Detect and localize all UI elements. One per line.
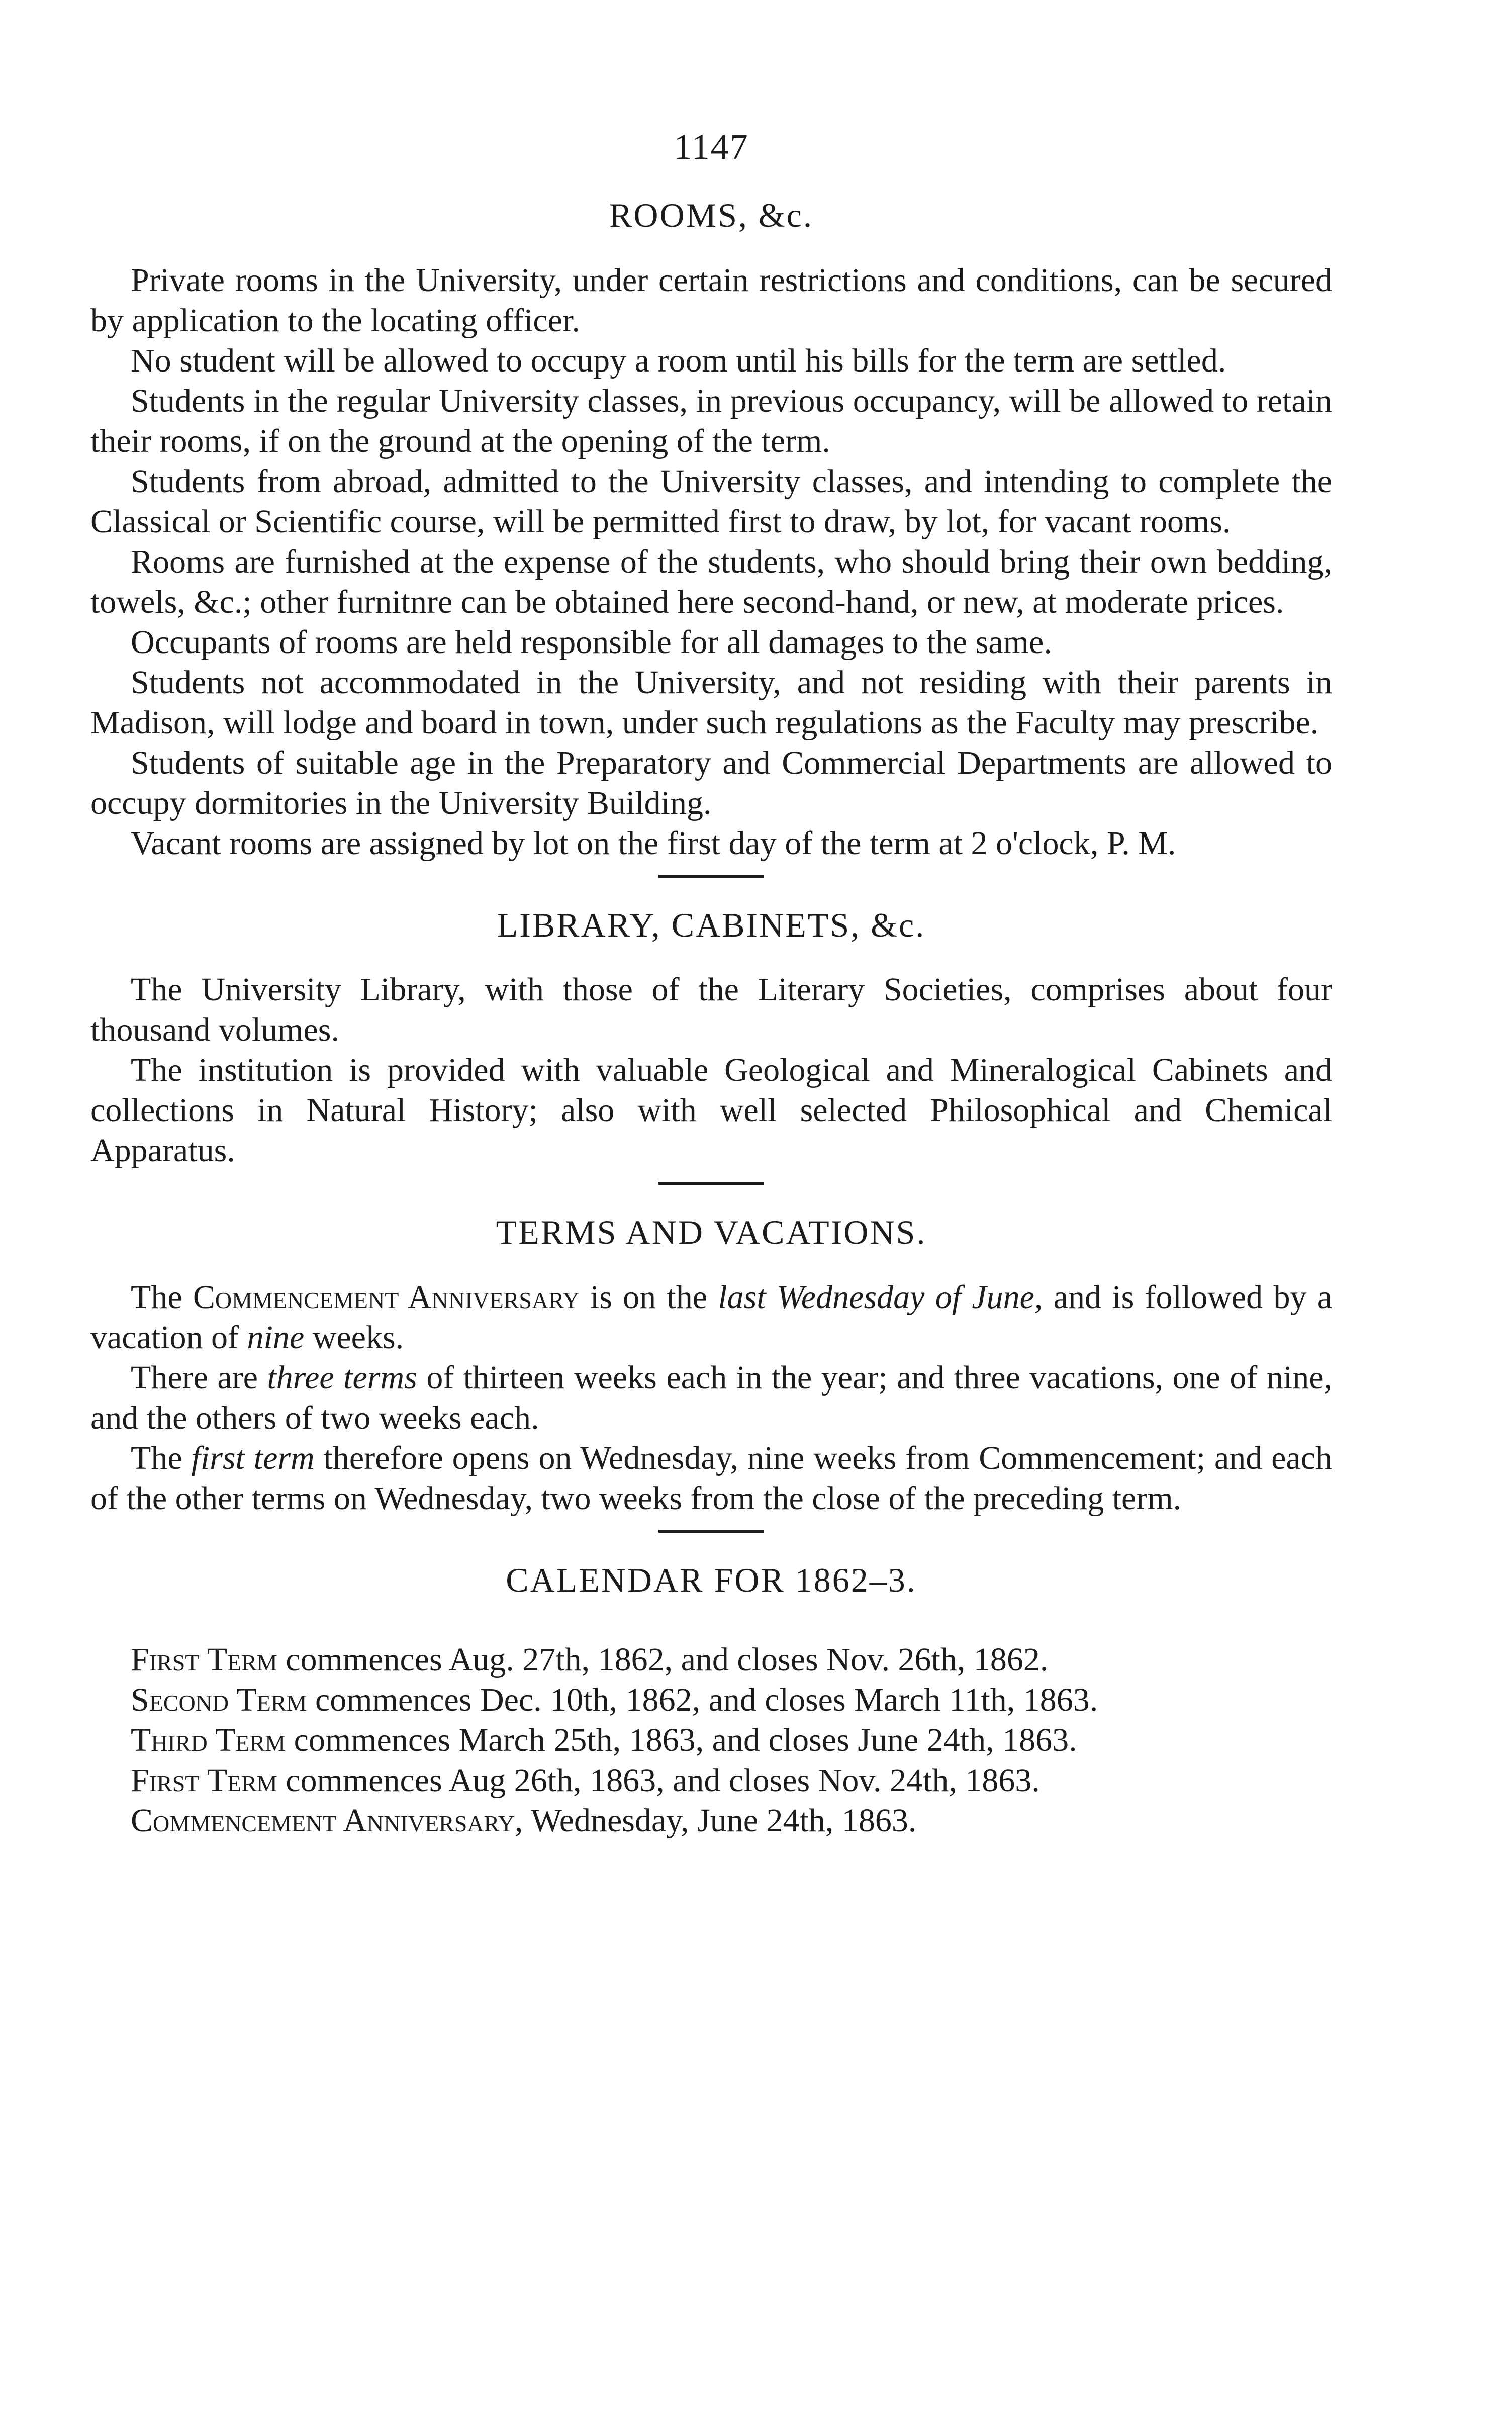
text-run: therefore opens on Wednesday, nine weeks from Commencement; and each of the other terms on Wednesday, two weeks from the close of the preceding term. [90, 1439, 1333, 1517]
calendar-section [90, 1560, 1332, 1841]
section-divider [658, 1530, 764, 1533]
term-dates: commences Aug 26th, 1863, and closes Nov. 24th, 1863. [277, 1762, 1040, 1799]
spacer [90, 1625, 1332, 1640]
rooms-paragraph: No student will be allowed to occupy a room until his bills for the term are settled. [131, 342, 1226, 379]
rooms-paragraph: Private rooms in the University, under certain restrictions and conditions, can be secured by application to the locating officer. [90, 261, 1332, 339]
calendar-entry [90, 1680, 1332, 1720]
text-run: The [131, 1439, 192, 1476]
terms-paragraph [90, 1358, 1332, 1438]
rooms-paragraph: Rooms are furnished at the expense of the students, who should bring their own bedding, towels, &c.; other furnitnre can be obtained here second-hand, or new, at moderate prices. [90, 543, 1332, 620]
small-caps-run: Commencement Anniversary [193, 1278, 580, 1316]
rooms-heading: ROOMS, &c. [609, 196, 813, 234]
italic-run: three terms [267, 1359, 417, 1396]
section-divider [658, 875, 764, 878]
text-run: There are [131, 1359, 267, 1396]
italic-run: nine [247, 1319, 305, 1356]
text-run: and is followed by a vacation of [90, 1278, 1333, 1356]
rooms-paragraph: Vacant rooms are assigned by lot on the first day of the term at 2 o'clock, P. M. [131, 824, 1176, 862]
term-dates: commences Aug. 27th, 1862, and closes Nov. 26th, 1862. [277, 1641, 1049, 1679]
terms-section [90, 1212, 1332, 1519]
term-dates: commences March 25th, 1863, and closes June 24th, 1863. [286, 1722, 1077, 1759]
italic-run: last Wednesday of June, [718, 1278, 1043, 1316]
term-label: Commencement Anniversary [131, 1802, 515, 1839]
rooms-paragraph: Students of suitable age in the Preparatory and Commercial Departments are allowed to occupy dormitories in the University Building. [90, 744, 1332, 821]
calendar-heading: CALENDAR FOR 1862–3. [506, 1560, 917, 1599]
calendar-entry [90, 1640, 1332, 1680]
library-paragraph: The institution is provided with valuable Geological and Mineralogical Cabinets and collections in Natural History; also with well selected Philosophical and Chemical Apparatus. [90, 1052, 1332, 1169]
terms-paragraph [90, 1438, 1332, 1519]
terms-heading: TERMS AND VACATIONS. [496, 1213, 927, 1252]
term-dates: commences Dec. 10th, 1862, and closes March 11th, 1863. [307, 1682, 1098, 1719]
terms-paragraph [90, 1277, 1332, 1358]
term-dates: , Wednesday, June 24th, 1863. [514, 1802, 917, 1839]
text-run: weeks. [304, 1319, 404, 1356]
library-heading: LIBRARY, CABINETS, &c. [497, 905, 926, 944]
text-run: The [131, 1278, 193, 1316]
calendar-entry [90, 1760, 1332, 1801]
library-paragraph: The University Library, with those of the Literary Societies, comprises about four thousand volumes. [90, 971, 1332, 1049]
term-label: Second Term [131, 1682, 307, 1719]
term-label: First Term [131, 1762, 277, 1799]
text-run: is on the [579, 1278, 718, 1316]
text-run: of thirteen weeks each in the year; and three vacations, one of nine, and the others of two weeks each. [90, 1359, 1332, 1436]
library-section [90, 905, 1332, 1171]
rooms-paragraph: Students from abroad, admitted to the University classes, and intending to complete the Classical or Scientific course, will be permitted first to draw, by lot, for vacant rooms. [90, 462, 1332, 540]
term-label: First Term [131, 1641, 277, 1679]
rooms-paragraph: Students in the regular University classes, in previous occupancy, will be allowed to retain their rooms, if on the ground at the opening of the term. [90, 382, 1332, 459]
page-content [90, 129, 1332, 1841]
italic-run: first term [191, 1439, 315, 1476]
section-divider [658, 1182, 764, 1185]
page-number: 1147 [674, 127, 749, 167]
calendar-entry [90, 1720, 1332, 1760]
calendar-entry [90, 1801, 1332, 1841]
term-label: Third Term [131, 1722, 286, 1759]
rooms-section [90, 195, 1332, 864]
rooms-paragraph: Students not accommodated in the University, and not residing with their parents in Madison, will lodge and board in town, under such regulations as the Faculty may prescribe. [90, 664, 1332, 741]
rooms-paragraph: Occupants of rooms are held responsible for all damages to the same. [131, 623, 1052, 661]
